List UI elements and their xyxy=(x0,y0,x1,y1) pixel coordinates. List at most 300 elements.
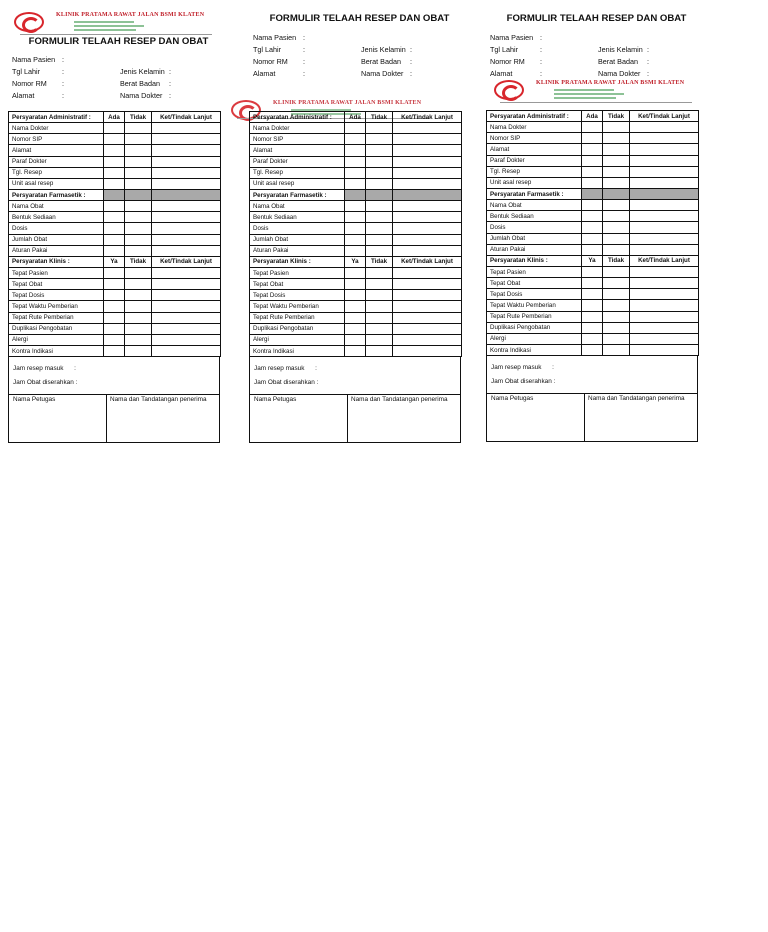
table-row xyxy=(487,222,699,233)
check-cell[interactable] xyxy=(366,290,393,301)
table-row xyxy=(9,234,221,245)
item-label: Tepat Rute Pemberian xyxy=(9,312,104,323)
check-cell[interactable] xyxy=(603,322,630,333)
check-cell[interactable] xyxy=(125,156,152,167)
table-row xyxy=(487,333,699,344)
note-cell[interactable] xyxy=(630,166,699,177)
note-cell[interactable] xyxy=(152,279,221,290)
item-label: Nama Obat xyxy=(487,200,582,211)
check-cell[interactable] xyxy=(603,133,630,144)
label-tgl-lahir: Tgl Lahir xyxy=(253,45,281,54)
check-cell[interactable] xyxy=(603,278,630,289)
item-label: Unit asal resep xyxy=(9,178,104,189)
item-label: Jumlah Obat xyxy=(487,233,582,244)
note-cell[interactable] xyxy=(630,278,699,289)
check-cell[interactable] xyxy=(366,123,393,134)
check-cell[interactable] xyxy=(366,212,393,223)
table-row xyxy=(9,245,221,256)
item-label: Nomor SIP xyxy=(250,134,345,145)
check-cell[interactable] xyxy=(125,145,152,156)
note-cell[interactable] xyxy=(630,300,699,311)
label-nama-dokter: Nama Dokter xyxy=(361,69,404,78)
check-cell[interactable] xyxy=(345,134,366,145)
item-label: Kontra Indikasi xyxy=(9,345,104,356)
check-cell[interactable] xyxy=(345,312,366,323)
telaah-table xyxy=(249,111,462,357)
check-cell[interactable] xyxy=(366,167,393,178)
check-cell[interactable] xyxy=(104,212,125,223)
check-cell[interactable] xyxy=(104,245,125,256)
note-cell[interactable] xyxy=(630,333,699,344)
note-cell[interactable] xyxy=(630,289,699,300)
table-row xyxy=(250,301,462,312)
label-alamat: Alamat xyxy=(490,69,513,78)
check-cell[interactable] xyxy=(603,155,630,166)
check-cell[interactable] xyxy=(345,279,366,290)
note-cell[interactable] xyxy=(393,267,462,278)
item-label: Unit asal resep xyxy=(250,178,345,189)
clinic-logo xyxy=(12,12,212,36)
clinic-logo-icon xyxy=(14,12,44,32)
check-cell[interactable] xyxy=(125,178,152,189)
jam-box: Jam resep masuk : Jam Obat diserahkan : xyxy=(486,356,698,394)
note-cell[interactable] xyxy=(630,344,699,355)
check-cell[interactable] xyxy=(104,167,125,178)
note-cell[interactable] xyxy=(393,245,462,256)
check-cell[interactable] xyxy=(366,334,393,345)
check-cell[interactable] xyxy=(125,334,152,345)
note-cell[interactable] xyxy=(630,133,699,144)
check-cell[interactable] xyxy=(104,334,125,345)
check-cell[interactable] xyxy=(104,123,125,134)
note-cell[interactable] xyxy=(152,312,221,323)
item-label: Nomor SIP xyxy=(9,134,104,145)
note-cell[interactable] xyxy=(630,177,699,188)
signature-box xyxy=(249,394,461,443)
check-cell[interactable] xyxy=(582,311,603,322)
check-cell[interactable] xyxy=(366,134,393,145)
check-cell[interactable] xyxy=(345,178,366,189)
label-nomor-rm: Nomor RM xyxy=(12,79,47,88)
check-cell[interactable] xyxy=(582,233,603,244)
check-cell[interactable] xyxy=(125,223,152,234)
table-row xyxy=(9,167,221,178)
table-row xyxy=(250,323,462,334)
note-cell[interactable] xyxy=(393,323,462,334)
check-cell[interactable] xyxy=(603,344,630,355)
table-row xyxy=(9,267,221,278)
check-cell[interactable] xyxy=(582,266,603,277)
note-cell[interactable] xyxy=(152,134,221,145)
note-cell[interactable] xyxy=(152,201,221,212)
note-cell[interactable] xyxy=(630,322,699,333)
item-label: Duplikasi Pengobatan xyxy=(250,323,345,334)
check-cell[interactable] xyxy=(366,345,393,356)
check-cell[interactable] xyxy=(345,301,366,312)
check-cell[interactable] xyxy=(366,267,393,278)
check-cell[interactable] xyxy=(104,290,125,301)
check-cell[interactable] xyxy=(104,145,125,156)
check-cell[interactable] xyxy=(125,123,152,134)
item-label: Duplikasi Pengobatan xyxy=(487,322,582,333)
table-row xyxy=(250,312,462,323)
item-label: Paraf Dokter xyxy=(487,155,582,166)
item-label: Bentuk Sediaan xyxy=(250,212,345,223)
header-cell: Ya xyxy=(104,256,125,267)
check-cell[interactable] xyxy=(603,289,630,300)
label-jenis-kelamin: Jenis Kelamin xyxy=(361,45,406,54)
check-cell[interactable] xyxy=(125,345,152,356)
table-row xyxy=(9,201,221,212)
table-row xyxy=(9,345,221,356)
header-cell: Ada xyxy=(345,112,366,123)
item-label: Alergi xyxy=(487,333,582,344)
check-cell[interactable] xyxy=(345,145,366,156)
label-nomor-rm: Nomor RM xyxy=(490,57,525,66)
note-cell[interactable] xyxy=(630,222,699,233)
check-cell[interactable] xyxy=(345,334,366,345)
check-cell[interactable] xyxy=(345,245,366,256)
item-label: Alamat xyxy=(487,144,582,155)
check-cell[interactable] xyxy=(125,323,152,334)
table-row xyxy=(487,166,699,177)
note-cell[interactable] xyxy=(630,266,699,277)
table-row xyxy=(250,123,462,134)
check-cell[interactable] xyxy=(366,145,393,156)
check-cell[interactable] xyxy=(366,312,393,323)
check-cell[interactable] xyxy=(366,234,393,245)
form-3: FORMULIR TELAAH RESEP DAN OBAT Nama Pasien : Tgl Lahir : Jenis Kelamin : Nomor RM : Berat Badan : Alamat : Nama Dokter : KLINIK PRATAMA RAWAT JALAN BSMI KLATEN Persyaratan Administratif : Ada Tidak Ket/Tindak Lanjut Nama Dokter Nomor SIP Alamat Paraf Dokter Tgl. Resep Unit asal resep Persyaratan Farmasetik : Nama Obat Bentuk Sediaan Dosis Jumlah Obat Aturan Pakai Persyaratan Klinis : Ya Tidak Ket/Tindak Lanjut Tepat Pasien Tepat Obat Tepat Dosis Tepat Waktu Pemberian Tepat Rute Pemberian Duplikasi Pengobatan Alergi Kontra Indikasi Jam resep masuk : Jam Obat diserahkan : Nama Petugas Nama dan Tandatangan penerima xyxy=(486,10,699,442)
note-cell[interactable] xyxy=(630,122,699,133)
label-berat-badan: Berat Badan xyxy=(361,57,401,66)
note-cell[interactable] xyxy=(630,233,699,244)
check-cell[interactable] xyxy=(582,289,603,300)
check-cell[interactable] xyxy=(125,234,152,245)
item-label: Tepat Dosis xyxy=(9,290,104,301)
table-row xyxy=(9,223,221,234)
check-cell[interactable] xyxy=(582,211,603,222)
header-cell: Ket/Tindak Lanjut xyxy=(393,112,462,123)
item-label: Tgl. Resep xyxy=(250,167,345,178)
item-label: Bentuk Sediaan xyxy=(9,212,104,223)
item-label: Tepat Rute Pemberian xyxy=(487,311,582,322)
note-cell[interactable] xyxy=(152,234,221,245)
check-cell[interactable] xyxy=(104,223,125,234)
item-label: Tepat Pasien xyxy=(250,267,345,278)
note-cell[interactable] xyxy=(152,334,221,345)
check-cell[interactable] xyxy=(603,166,630,177)
check-cell[interactable] xyxy=(104,201,125,212)
note-cell[interactable] xyxy=(152,156,221,167)
telaah-table xyxy=(486,110,699,356)
item-label: Tgl. Resep xyxy=(487,166,582,177)
item-label: Alergi xyxy=(9,334,104,345)
item-label: Tepat Pasien xyxy=(487,266,582,277)
check-cell[interactable] xyxy=(366,201,393,212)
label-berat-badan: Berat Badan xyxy=(598,57,638,66)
header-cell: Tidak xyxy=(603,255,630,266)
note-cell[interactable] xyxy=(152,178,221,189)
header-cell: Persyaratan Klinis : xyxy=(9,256,104,267)
check-cell[interactable] xyxy=(603,311,630,322)
note-cell[interactable] xyxy=(393,334,462,345)
table-row xyxy=(9,145,221,156)
check-cell[interactable] xyxy=(603,300,630,311)
item-label: Kontra Indikasi xyxy=(487,344,582,355)
header-cell: Tidak xyxy=(366,112,393,123)
check-cell[interactable] xyxy=(125,301,152,312)
check-cell[interactable] xyxy=(582,200,603,211)
item-label: Tepat Waktu Pemberian xyxy=(487,300,582,311)
item-label: Tepat Obat xyxy=(487,278,582,289)
nama-petugas: Nama Petugas xyxy=(254,396,297,403)
note-cell[interactable] xyxy=(630,200,699,211)
label-alamat: Alamat xyxy=(12,91,35,100)
item-label: Dosis xyxy=(250,223,345,234)
table-row xyxy=(487,133,699,144)
check-cell[interactable] xyxy=(345,212,366,223)
note-cell[interactable] xyxy=(393,178,462,189)
check-cell[interactable] xyxy=(603,222,630,233)
check-cell[interactable] xyxy=(582,122,603,133)
check-cell[interactable] xyxy=(104,267,125,278)
item-label: Aturan Pakai xyxy=(250,245,345,256)
clinic-logo-icon xyxy=(494,80,524,100)
jam-resep-masuk: Jam resep masuk xyxy=(254,365,305,372)
note-cell[interactable] xyxy=(393,223,462,234)
note-cell[interactable] xyxy=(630,211,699,222)
item-label: Tepat Dosis xyxy=(487,289,582,300)
note-cell[interactable] xyxy=(152,245,221,256)
check-cell[interactable] xyxy=(125,279,152,290)
note-cell[interactable] xyxy=(152,223,221,234)
check-cell[interactable] xyxy=(104,301,125,312)
check-cell[interactable] xyxy=(125,312,152,323)
check-cell[interactable] xyxy=(125,245,152,256)
admin-header-row xyxy=(250,112,462,123)
table-row xyxy=(250,167,462,178)
note-cell[interactable] xyxy=(152,167,221,178)
header-cell: Ket/Tindak Lanjut xyxy=(152,256,221,267)
clinic-name: KLINIK PRATAMA RAWAT JALAN BSMI KLATEN xyxy=(56,12,205,18)
label-nama-dokter: Nama Dokter xyxy=(598,69,641,78)
check-cell[interactable] xyxy=(582,322,603,333)
note-cell[interactable] xyxy=(393,145,462,156)
check-cell[interactable] xyxy=(582,333,603,344)
check-cell[interactable] xyxy=(603,211,630,222)
table-row xyxy=(487,311,699,322)
check-cell[interactable] xyxy=(603,266,630,277)
table-row xyxy=(250,178,462,189)
check-cell[interactable] xyxy=(582,177,603,188)
check-cell[interactable] xyxy=(125,290,152,301)
check-cell[interactable] xyxy=(603,244,630,255)
item-label: Nama Dokter xyxy=(487,122,582,133)
telaah-table xyxy=(8,111,221,357)
table-row xyxy=(250,156,462,167)
signature-box xyxy=(8,394,220,443)
signature-box xyxy=(486,393,698,442)
nama-tandatangan-penerima: Nama dan Tandatangan penerima xyxy=(110,396,207,403)
note-cell[interactable] xyxy=(393,167,462,178)
check-cell[interactable] xyxy=(345,167,366,178)
table-row xyxy=(487,344,699,355)
label-nama-pasien: Nama Pasien xyxy=(490,33,534,42)
header-cell: Persyaratan Farmasetik : xyxy=(487,188,582,199)
check-cell[interactable] xyxy=(345,267,366,278)
check-cell[interactable] xyxy=(582,133,603,144)
clinic-name: KLINIK PRATAMA RAWAT JALAN BSMI KLATEN xyxy=(536,80,685,86)
item-label: Unit asal resep xyxy=(487,177,582,188)
check-cell[interactable] xyxy=(104,178,125,189)
note-cell[interactable] xyxy=(152,290,221,301)
check-cell[interactable] xyxy=(345,223,366,234)
table-row xyxy=(9,212,221,223)
table-row xyxy=(487,289,699,300)
check-cell[interactable] xyxy=(603,233,630,244)
header-cell: Persyaratan Administratif : xyxy=(487,111,582,122)
note-cell[interactable] xyxy=(152,123,221,134)
item-label: Tepat Waktu Pemberian xyxy=(250,301,345,312)
item-label: Tepat Dosis xyxy=(250,290,345,301)
check-cell[interactable] xyxy=(345,290,366,301)
check-cell[interactable] xyxy=(582,344,603,355)
check-cell[interactable] xyxy=(104,312,125,323)
note-cell[interactable] xyxy=(393,123,462,134)
check-cell[interactable] xyxy=(582,278,603,289)
table-row xyxy=(250,334,462,345)
note-cell[interactable] xyxy=(152,267,221,278)
check-cell[interactable] xyxy=(345,323,366,334)
jam-obat-diserahkan: Jam Obat diserahkan : xyxy=(491,378,556,385)
note-cell[interactable] xyxy=(393,312,462,323)
table-row xyxy=(487,266,699,277)
check-cell[interactable] xyxy=(104,323,125,334)
check-cell[interactable] xyxy=(603,177,630,188)
check-cell[interactable] xyxy=(125,201,152,212)
check-cell[interactable] xyxy=(104,134,125,145)
note-cell[interactable] xyxy=(393,201,462,212)
header-cell: Tidak xyxy=(125,112,152,123)
header-cell: Ket/Tindak Lanjut xyxy=(152,112,221,123)
note-cell[interactable] xyxy=(630,244,699,255)
check-cell[interactable] xyxy=(366,301,393,312)
check-cell[interactable] xyxy=(582,166,603,177)
label-nama-pasien: Nama Pasien xyxy=(12,55,56,64)
item-label: Kontra Indikasi xyxy=(250,345,345,356)
check-cell[interactable] xyxy=(366,245,393,256)
item-label: Alamat xyxy=(9,145,104,156)
item-label: Duplikasi Pengobatan xyxy=(9,323,104,334)
check-cell[interactable] xyxy=(603,122,630,133)
check-cell[interactable] xyxy=(345,201,366,212)
table-row xyxy=(487,300,699,311)
check-cell[interactable] xyxy=(345,123,366,134)
check-cell[interactable] xyxy=(603,333,630,344)
check-cell[interactable] xyxy=(345,234,366,245)
jam-box: Jam resep masuk : Jam Obat diserahkan : xyxy=(8,357,220,395)
table-row xyxy=(250,134,462,145)
check-cell[interactable] xyxy=(582,300,603,311)
check-cell[interactable] xyxy=(125,267,152,278)
check-cell[interactable] xyxy=(366,279,393,290)
check-cell[interactable] xyxy=(582,155,603,166)
item-label: Aturan Pakai xyxy=(9,245,104,256)
item-label: Jumlah Obat xyxy=(9,234,104,245)
note-cell[interactable] xyxy=(393,156,462,167)
farmasetik-header-row xyxy=(487,188,699,199)
note-cell[interactable] xyxy=(393,290,462,301)
note-cell[interactable] xyxy=(152,345,221,356)
note-cell[interactable] xyxy=(152,323,221,334)
check-cell[interactable] xyxy=(603,200,630,211)
clinic-name: KLINIK PRATAMA RAWAT JALAN BSMI KLATEN xyxy=(273,100,422,106)
item-label: Paraf Dokter xyxy=(9,156,104,167)
note-cell[interactable] xyxy=(152,212,221,223)
check-cell[interactable] xyxy=(366,223,393,234)
check-cell[interactable] xyxy=(125,134,152,145)
check-cell[interactable] xyxy=(366,323,393,334)
note-cell[interactable] xyxy=(393,345,462,356)
check-cell[interactable] xyxy=(345,345,366,356)
item-label: Tgl. Resep xyxy=(9,167,104,178)
table-row xyxy=(487,177,699,188)
check-cell[interactable] xyxy=(125,167,152,178)
nama-tandatangan-penerima: Nama dan Tandatangan penerima xyxy=(351,396,448,403)
check-cell[interactable] xyxy=(366,178,393,189)
header-cell: Persyaratan Administratif : xyxy=(9,112,104,123)
check-cell[interactable] xyxy=(603,144,630,155)
item-label: Tepat Rute Pemberian xyxy=(250,312,345,323)
header-cell: Persyaratan Farmasetik : xyxy=(250,189,345,200)
note-cell[interactable] xyxy=(152,301,221,312)
check-cell[interactable] xyxy=(582,244,603,255)
check-cell[interactable] xyxy=(125,212,152,223)
check-cell[interactable] xyxy=(366,156,393,167)
check-cell[interactable] xyxy=(104,156,125,167)
item-label: Tepat Obat xyxy=(250,279,345,290)
note-cell[interactable] xyxy=(393,134,462,145)
table-row xyxy=(487,244,699,255)
check-cell[interactable] xyxy=(104,279,125,290)
note-cell[interactable] xyxy=(393,279,462,290)
check-cell[interactable] xyxy=(582,144,603,155)
note-cell[interactable] xyxy=(630,144,699,155)
check-cell[interactable] xyxy=(104,234,125,245)
check-cell[interactable] xyxy=(582,222,603,233)
table-row xyxy=(9,312,221,323)
note-cell[interactable] xyxy=(393,234,462,245)
nama-tandatangan-penerima: Nama dan Tandatangan penerima xyxy=(588,395,685,402)
table-row xyxy=(250,245,462,256)
note-cell[interactable] xyxy=(152,145,221,156)
item-label: Alamat xyxy=(250,145,345,156)
header-cell: Tidak xyxy=(366,256,393,267)
table-row xyxy=(9,290,221,301)
table-row xyxy=(250,279,462,290)
note-cell[interactable] xyxy=(393,301,462,312)
table-row xyxy=(250,145,462,156)
note-cell[interactable] xyxy=(630,155,699,166)
check-cell[interactable] xyxy=(104,345,125,356)
header-cell: Ket/Tindak Lanjut xyxy=(393,256,462,267)
note-cell[interactable] xyxy=(630,311,699,322)
check-cell[interactable] xyxy=(345,156,366,167)
header-cell: Persyaratan Administratif : xyxy=(250,112,345,123)
header-cell: Tidak xyxy=(603,111,630,122)
table-row xyxy=(9,301,221,312)
note-cell[interactable] xyxy=(393,212,462,223)
